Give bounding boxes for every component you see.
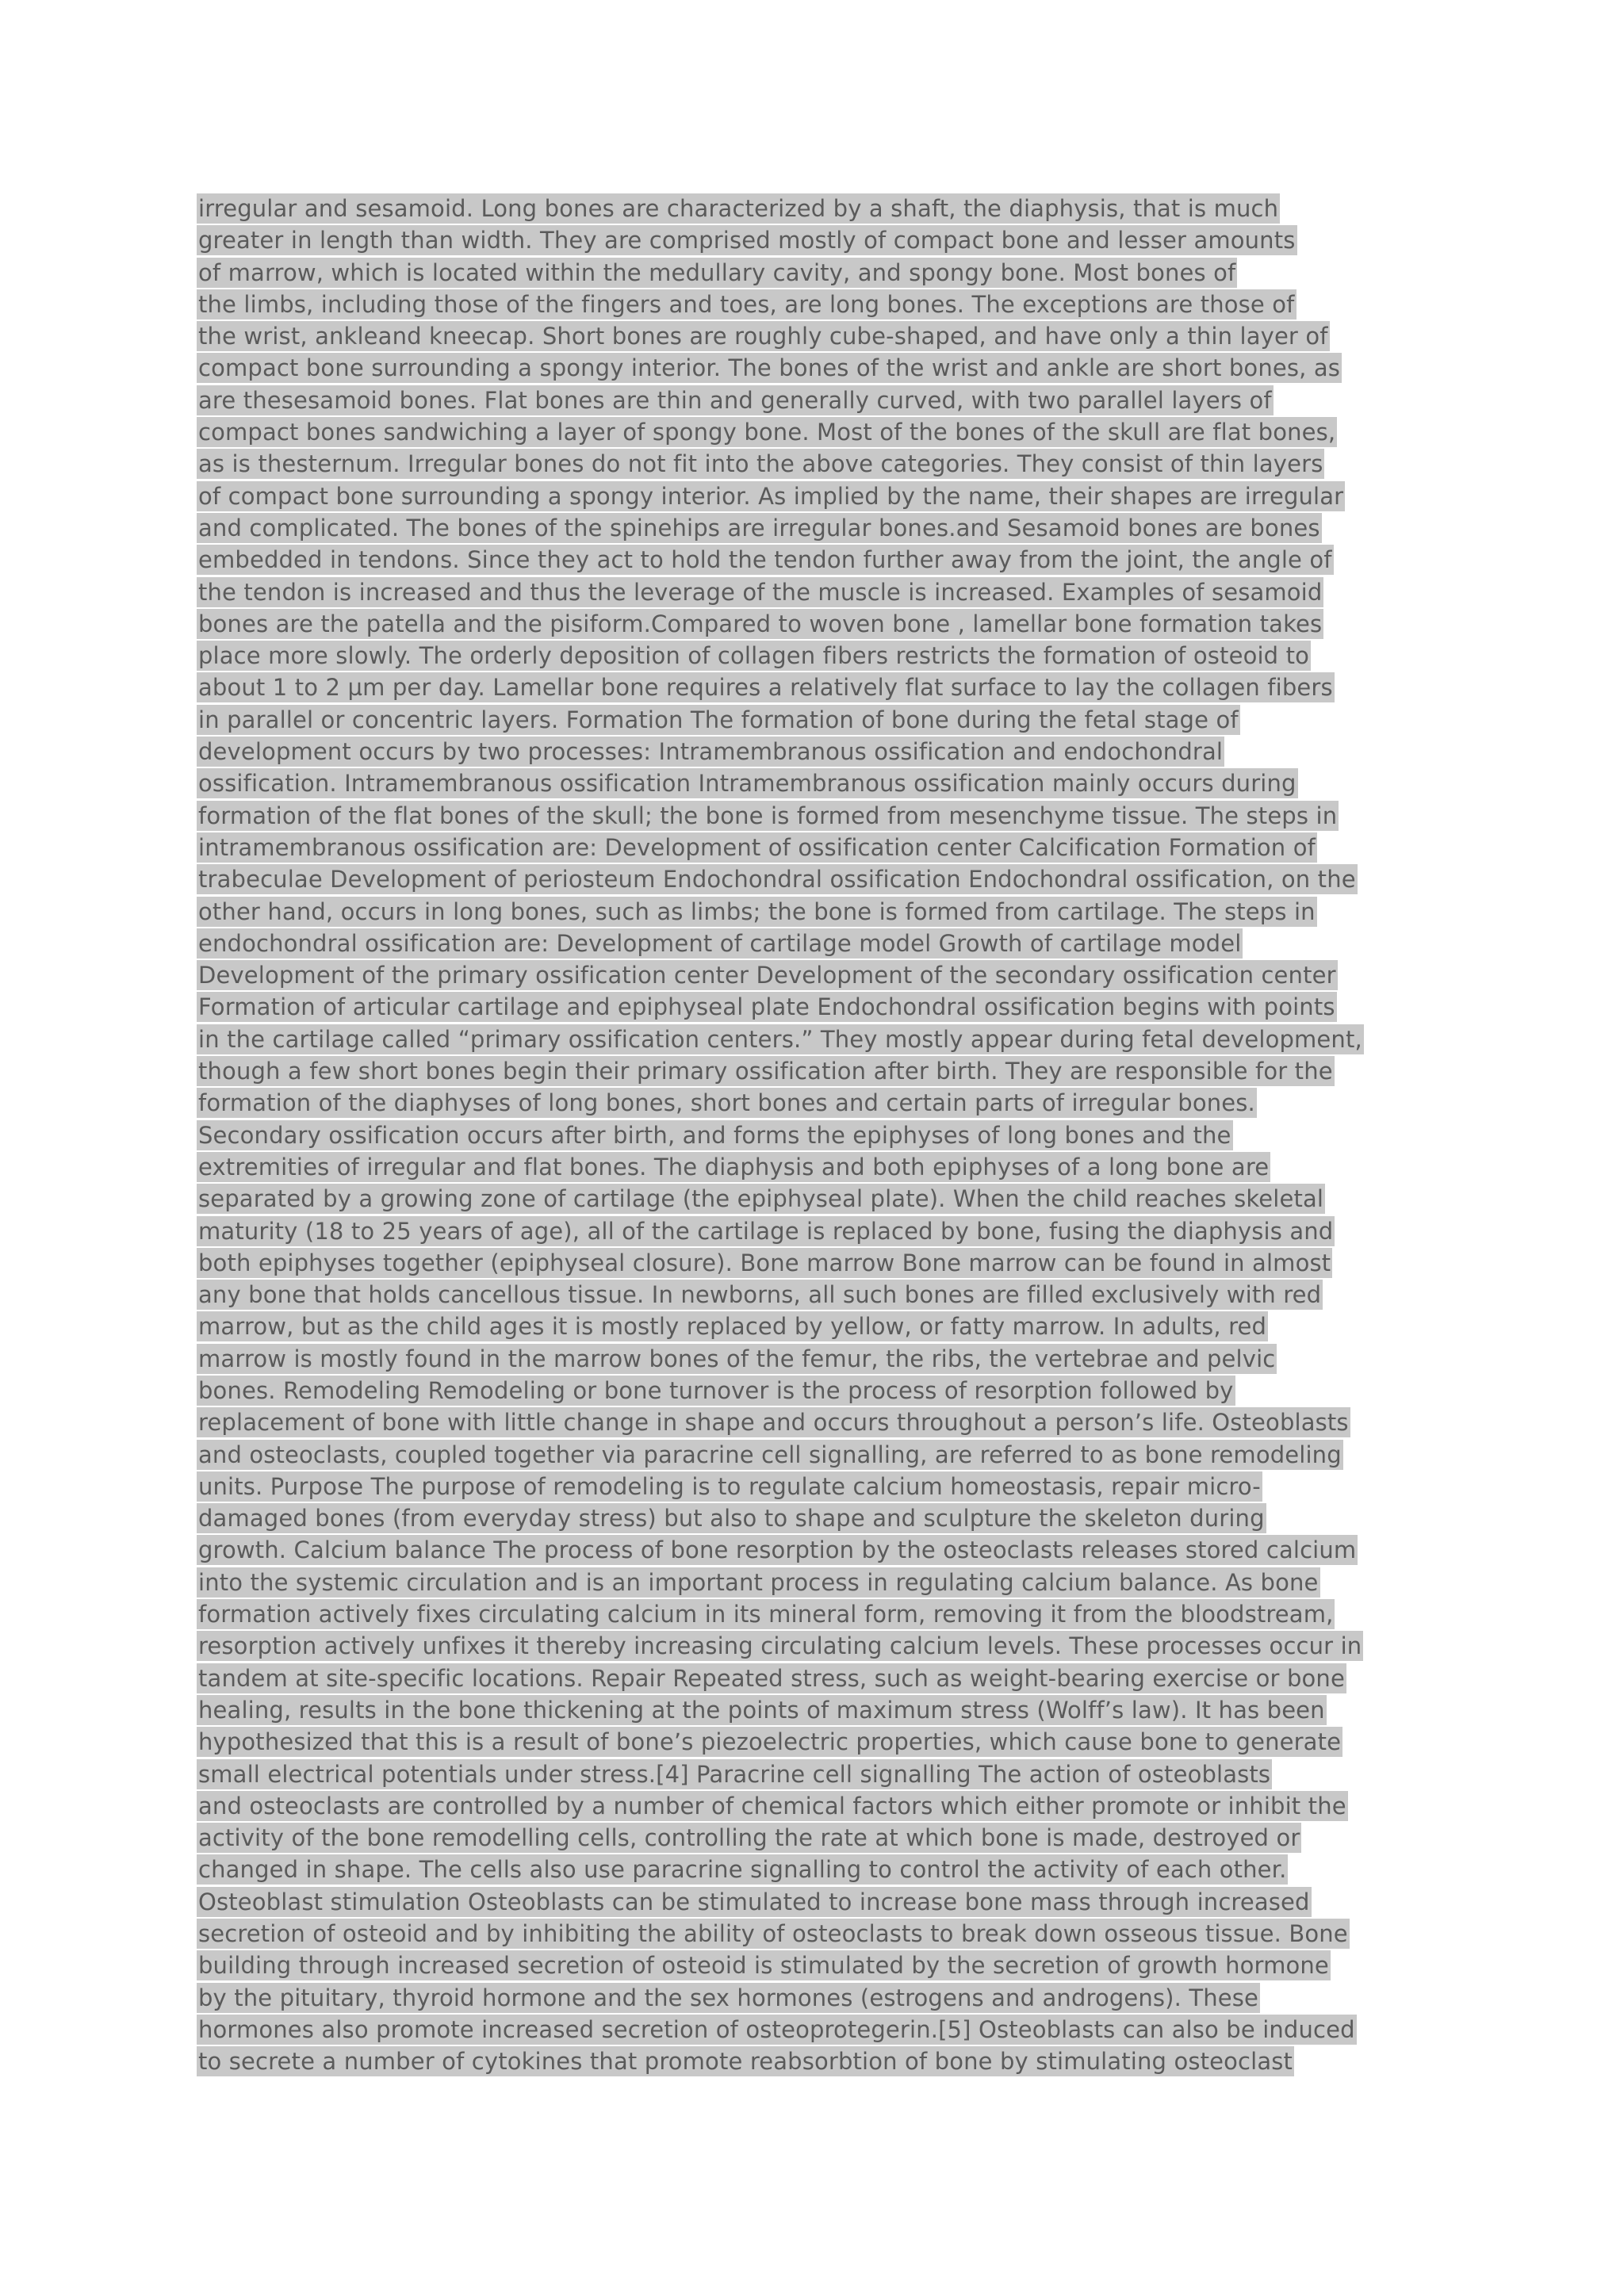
text-line <box>197 1727 1434 1758</box>
text-line <box>197 1216 1434 1248</box>
text-line <box>197 1983 1434 2015</box>
highlighted-text[interactable]: the limbs, including those of the fingers and toes, are long bones. The exceptions are those of <box>198 290 1295 318</box>
text-line <box>197 1503 1434 1535</box>
text-line <box>197 1280 1434 1311</box>
text-line <box>197 1311 1434 1343</box>
highlighted-text[interactable]: formation of the flat bones of the skull; the bone is formed from mesenchyme tissue. The steps in <box>198 802 1338 829</box>
text-line <box>197 513 1434 545</box>
text-line <box>197 1248 1434 1280</box>
text-line <box>197 1567 1434 1599</box>
highlighted-text[interactable]: maturity (18 to 25 years of age), all of the cartilage is replaced by bone, fusing the diaphysis and <box>198 1217 1334 1245</box>
text-line <box>197 1887 1434 1919</box>
highlighted-text[interactable]: endochondral ossification are: Development of cartilage model Growth of cartilage model <box>198 929 1242 957</box>
text-line <box>197 289 1434 321</box>
text-line <box>197 768 1434 800</box>
text-line <box>197 1376 1434 1407</box>
highlighted-text[interactable]: place more slowly. The orderly deposition of collagen fibers restricts the formation of osteoid to <box>198 642 1310 670</box>
text-line <box>197 1152 1434 1184</box>
text-line <box>197 321 1434 353</box>
text-line <box>197 1823 1434 1854</box>
text-line <box>197 864 1434 896</box>
text-line <box>197 2015 1434 2046</box>
highlighted-text[interactable]: resorption actively unfixes it thereby increasing circulating calcium levels. These processes occur in <box>198 1632 1362 1660</box>
highlighted-text[interactable]: trabeculae Development of periosteum Endochondral ossification Endochondral ossification, on the <box>198 866 1356 894</box>
text-line <box>197 449 1434 480</box>
highlighted-text[interactable]: and complicated. The bones of the spinehips are irregular bones.and Sesamoid bones are bones <box>198 514 1320 541</box>
text-line <box>197 417 1434 449</box>
highlighted-text[interactable]: to secrete a number of cytokines that promote reabsorbtion of bone by stimulating osteoclast <box>198 2048 1293 2076</box>
highlighted-text[interactable]: marrow, but as the child ages it is mostly replaced by yellow, or fatty marrow. In adults, red <box>198 1313 1267 1341</box>
highlighted-text[interactable]: and osteoclasts, coupled together via paracrine cell signalling, are referred to as bone remodeling <box>198 1441 1342 1468</box>
text-line <box>197 705 1434 737</box>
text-line <box>197 1791 1434 1823</box>
highlighted-text[interactable]: in parallel or concentric layers. Formation The formation of bone during the fetal stage of <box>198 706 1239 733</box>
text-line <box>197 1056 1434 1088</box>
highlighted-text[interactable]: both epiphyses together (epiphyseal closure). Bone marrow Bone marrow can be found in almost <box>198 1249 1331 1276</box>
highlighted-text[interactable]: compact bone surrounding a spongy interior. The bones of the wrist and ankle are short bones, as <box>198 354 1341 382</box>
highlighted-text[interactable]: changed in shape. The cells also use paracrine signalling to control the activity of each other. <box>198 1856 1287 1884</box>
highlighted-text[interactable]: secretion of osteoid and by inhibiting the ability of osteoclasts to break down osseous tissue. Bone <box>198 1920 1348 1948</box>
text-line <box>197 1631 1434 1663</box>
highlighted-text[interactable]: damaged bones (from everyday stress) but also to shape and sculpture the skeleton during <box>198 1505 1265 1533</box>
text-line <box>197 258 1434 289</box>
text-line <box>197 1184 1434 1215</box>
highlighted-text[interactable]: of marrow, which is located within the medullary cavity, and spongy bone. Most bones of <box>198 258 1236 286</box>
highlighted-text[interactable]: greater in length than width. They are comprised mostly of compact bone and lesser amounts <box>198 227 1296 254</box>
text-line <box>197 641 1434 672</box>
highlighted-text[interactable]: in the cartilage called “primary ossification centers.” They mostly appear during fetal development, <box>198 1025 1362 1053</box>
text-line <box>197 672 1434 704</box>
text-line <box>197 2046 1434 2078</box>
highlighted-text[interactable]: though a few short bones begin their primary ossification after birth. They are responsible for the <box>198 1058 1333 1085</box>
highlighted-text[interactable]: of compact bone surrounding a spongy interior. As implied by the name, their shapes are irregular <box>198 482 1344 510</box>
text-line <box>197 1344 1434 1376</box>
highlighted-text[interactable]: units. Purpose The purpose of remodeling is to regulate calcium homeostasis, repair micro- <box>198 1472 1261 1500</box>
body-text <box>197 193 1434 2079</box>
highlighted-text[interactable]: development occurs by two processes: Intramembranous ossification and endochondral <box>198 738 1224 766</box>
highlighted-text[interactable]: replacement of bone with little change in shape and occurs throughout a person’s life. Osteoblasts <box>198 1409 1349 1437</box>
text-line <box>197 1919 1434 1950</box>
text-line <box>197 193 1434 225</box>
highlighted-text[interactable]: other hand, occurs in long bones, such as limbs; the bone is formed from cartilage. The steps in <box>198 897 1316 925</box>
highlighted-text[interactable]: small electrical potentials under stress.[4] Paracrine cell signalling The action of osteoblasts <box>198 1760 1271 1788</box>
highlighted-text[interactable]: are thesesamoid bones. Flat bones are thin and generally curved, with two parallel layers of <box>198 386 1272 414</box>
text-line <box>197 1088 1434 1119</box>
text-line <box>197 1407 1434 1439</box>
text-line <box>197 1471 1434 1503</box>
highlighted-text[interactable]: marrow is mostly found in the marrow bones of the femur, the ribs, the vertebrae and pelvic <box>198 1345 1276 1372</box>
text-line <box>197 609 1434 641</box>
highlighted-text[interactable]: embedded in tendons. Since they act to hold the tendon further away from the joint, the angle of <box>198 546 1332 574</box>
text-line <box>197 992 1434 1024</box>
text-line <box>197 832 1434 864</box>
highlighted-text[interactable]: activity of the bone remodelling cells, controlling the rate at which bone is made, destroyed or <box>198 1824 1300 1852</box>
highlighted-text[interactable]: by the pituitary, thyroid hormone and the sex hormones (estrogens and androgens). These <box>198 1984 1259 2011</box>
text-line <box>197 1535 1434 1567</box>
highlighted-text[interactable]: and osteoclasts are controlled by a number of chemical factors which either promote or inhibit the <box>198 1792 1346 1820</box>
text-line <box>197 385 1434 417</box>
highlighted-text[interactable]: ossification. Intramembranous ossification Intramembranous ossification mainly occurs during <box>198 770 1297 798</box>
highlighted-text[interactable]: extremities of irregular and flat bones. The diaphysis and both epiphyses of a long bone are <box>198 1153 1270 1181</box>
highlighted-text[interactable]: compact bones sandwiching a layer of spongy bone. Most of the bones of the skull are flat bones, <box>198 419 1336 446</box>
highlighted-text[interactable]: irregular and sesamoid. Long bones are characterized by a shaft, the diaphysis, that is much <box>198 195 1279 222</box>
text-line <box>197 897 1434 928</box>
highlighted-text[interactable]: hormones also promote increased secretion of osteoprotegerin.[5] Osteoblasts can also be induced <box>198 2015 1355 2043</box>
highlighted-text[interactable]: any bone that holds cancellous tissue. In newborns, all such bones are filled exclusively with red <box>198 1281 1322 1309</box>
text-line <box>197 960 1434 992</box>
text-line <box>197 737 1434 768</box>
highlighted-text[interactable]: formation of the diaphyses of long bones, short bones and certain parts of irregular bones. <box>198 1089 1255 1117</box>
highlighted-text[interactable]: separated by a growing zone of cartilage (the epiphyseal plate). When the child reaches skeletal <box>198 1185 1324 1213</box>
highlighted-text[interactable]: about 1 to 2 µm per day. Lamellar bone requires a relatively flat surface to lay the collagen fibers <box>198 674 1333 702</box>
highlighted-text[interactable]: Development of the primary ossification center Development of the secondary ossification center <box>198 962 1336 989</box>
text-line <box>197 1695 1434 1727</box>
highlighted-text[interactable]: into the systemic circulation and is an important process in regulating calcium balance. As bone <box>198 1568 1319 1596</box>
highlighted-text[interactable]: Secondary ossification occurs after birth, and forms the epiphyses of long bones and the <box>198 1121 1231 1149</box>
highlighted-text[interactable]: formation actively fixes circulating calcium in its mineral form, removing it from the bloodstream, <box>198 1601 1334 1628</box>
text-line <box>197 545 1434 576</box>
text-line <box>197 1950 1434 1982</box>
text-line <box>197 225 1434 257</box>
highlighted-text[interactable]: building through increased secretion of osteoid is stimulated by the secretion of growth hormone <box>198 1952 1329 1980</box>
highlighted-text[interactable]: Osteoblast stimulation Osteoblasts can be stimulated to increase bone mass through increased <box>198 1888 1310 1915</box>
text-line <box>197 1663 1434 1695</box>
text-line <box>197 1120 1434 1152</box>
highlighted-text[interactable]: bones are the patella and the pisiform.Compared to woven bone , lamellar bone formation takes <box>198 610 1323 637</box>
highlighted-text[interactable]: growth. Calcium balance The process of bone resorption by the osteoclasts releases stored calcium <box>198 1536 1357 1564</box>
highlighted-text[interactable]: as is thesternum. Irregular bones do not fit into the above categories. They consist of thin layers <box>198 450 1323 478</box>
text-line <box>197 928 1434 960</box>
highlighted-text[interactable]: the tendon is increased and thus the leverage of the muscle is increased. Examples of sesamoid <box>198 578 1323 606</box>
highlighted-text[interactable]: Formation of articular cartilage and epiphyseal plate Endochondral ossification begins with points <box>198 993 1335 1021</box>
text-line <box>197 481 1434 513</box>
highlighted-text[interactable]: tandem at site-specific locations. Repair Repeated stress, such as weight-bearing exercise or bone <box>198 1664 1345 1692</box>
text-line <box>197 1024 1434 1056</box>
highlighted-text[interactable]: healing, results in the bone thickening at the points of maximum stress (Wolff’s law). It has been <box>198 1696 1325 1724</box>
text-line <box>197 1854 1434 1886</box>
text-line <box>197 577 1434 609</box>
highlighted-text[interactable]: the wrist, ankleand kneecap. Short bones are roughly cube-shaped, and have only a thin layer of <box>198 323 1328 350</box>
highlighted-text[interactable]: bones. Remodeling Remodeling or bone turnover is the process of resorption followed by <box>198 1376 1234 1404</box>
text-line <box>197 1599 1434 1631</box>
highlighted-text[interactable]: intramembranous ossification are: Development of ossification center Calcification Formation of <box>198 833 1316 861</box>
text-line <box>197 1440 1434 1471</box>
highlighted-text[interactable]: hypothesized that this is a result of bone’s piezoelectric properties, which cause bone to generate <box>198 1728 1342 1756</box>
text-line <box>197 1759 1434 1791</box>
text-line <box>197 353 1434 385</box>
text-line <box>197 801 1434 832</box>
